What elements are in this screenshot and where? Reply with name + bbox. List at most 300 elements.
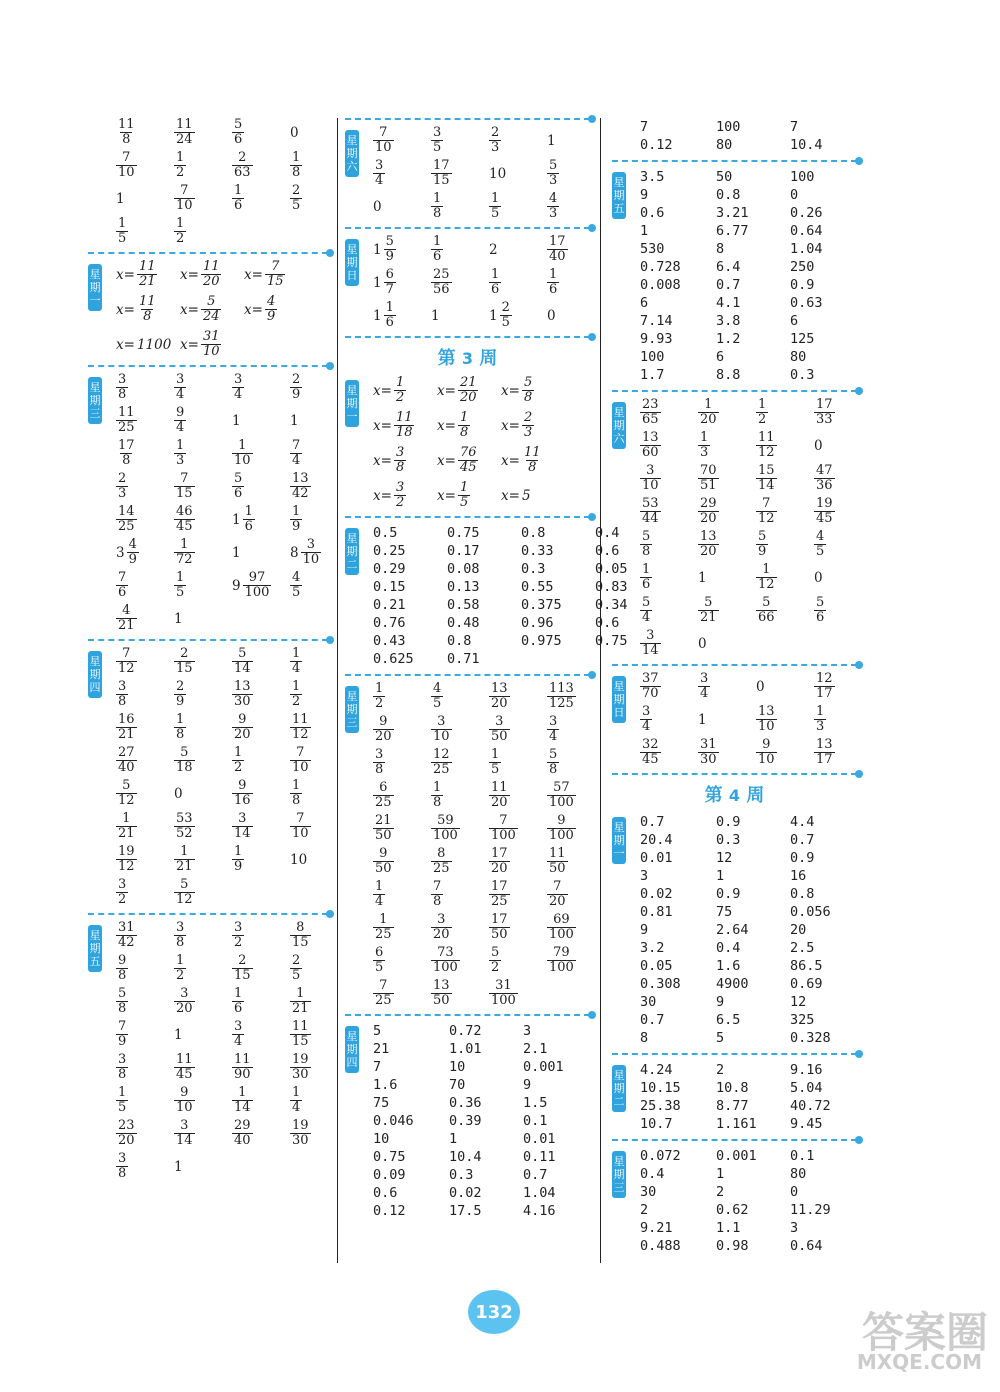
numerator: 3 xyxy=(375,747,384,762)
denominator: 6 xyxy=(118,585,127,600)
numerator: 9 xyxy=(118,953,127,968)
answer-value xyxy=(290,713,311,742)
section-divider xyxy=(612,773,857,775)
tab-char: 星 xyxy=(89,929,101,942)
numerator: 13 xyxy=(292,471,309,486)
fraction xyxy=(201,260,222,289)
answer-value xyxy=(232,746,244,775)
fraction xyxy=(265,295,277,324)
tab-char: 一 xyxy=(613,847,625,860)
answer-value xyxy=(137,260,158,289)
fraction xyxy=(756,563,777,592)
numerator: 4 xyxy=(266,294,276,309)
answer-cell xyxy=(174,680,232,709)
answer-value xyxy=(174,647,195,676)
numerator: 19 xyxy=(816,496,833,511)
week-prefix: 第 xyxy=(704,785,723,806)
numerator: 17 xyxy=(491,912,508,927)
denominator: 4 xyxy=(292,1100,301,1115)
fraction xyxy=(116,680,128,709)
numerator: 1 xyxy=(762,562,771,577)
answer-cell xyxy=(116,921,174,950)
fraction xyxy=(431,268,452,297)
answer-value: 1 xyxy=(431,307,440,324)
answer-value: 6.77 xyxy=(716,223,749,239)
fraction xyxy=(174,812,195,841)
answer-value: 0.02 xyxy=(640,886,673,902)
denominator: 4 xyxy=(642,719,651,734)
fraction xyxy=(458,481,470,510)
answer-value: 4900 xyxy=(716,976,749,992)
numerator: 13 xyxy=(700,529,717,544)
variable-label: x= xyxy=(501,452,520,469)
answer-cell xyxy=(814,398,872,427)
answer-cell xyxy=(756,596,814,625)
fraction xyxy=(756,497,777,526)
denominator: 20 xyxy=(375,729,392,744)
numerator: 13 xyxy=(433,978,450,993)
answer-value xyxy=(232,1119,253,1148)
answer-value xyxy=(547,715,559,744)
fraction xyxy=(116,406,137,435)
answer-value: 1.2 xyxy=(716,331,741,347)
denominator: 21 xyxy=(118,727,135,742)
numerator: 11 xyxy=(118,405,135,420)
denominator: 2 xyxy=(375,696,384,711)
fraction xyxy=(431,814,460,843)
fraction xyxy=(373,781,394,810)
answer-value: 1 xyxy=(174,610,183,627)
answer-value xyxy=(373,235,396,264)
fraction xyxy=(373,682,385,711)
denominator: 8 xyxy=(176,935,185,950)
answer-value: 3.21 xyxy=(716,205,749,221)
watermark-url: MXQE.COM xyxy=(856,1350,982,1374)
answer-cell xyxy=(373,946,431,975)
answer-value xyxy=(489,979,518,1008)
answer-value xyxy=(756,497,777,526)
numerator: 4 xyxy=(128,537,137,552)
numerator: 7 xyxy=(553,879,562,894)
answer-cell xyxy=(431,235,489,264)
answer-cell xyxy=(116,151,174,180)
tab-char: 日 xyxy=(346,269,358,282)
answer-value: 0.072 xyxy=(640,1148,681,1164)
answer-value: 0.21 xyxy=(373,597,406,613)
answer-value: 6 xyxy=(640,295,649,311)
numerator: 5 xyxy=(523,375,533,390)
answer-cell xyxy=(640,497,698,526)
answer-value: 2 xyxy=(640,1202,649,1218)
answer-value xyxy=(814,596,826,625)
mixed-whole: 8 xyxy=(290,544,299,561)
answer-value xyxy=(232,373,244,402)
fraction xyxy=(290,184,302,213)
answer-value: 0.8 xyxy=(790,886,815,902)
denominator: 100 xyxy=(491,993,516,1008)
answer-cell xyxy=(698,705,756,734)
answer-value: 70 xyxy=(449,1077,466,1093)
numerator: 7 xyxy=(122,646,131,661)
section-saturday xyxy=(345,126,590,221)
answer-cell xyxy=(373,235,431,264)
answer-cell xyxy=(489,880,547,909)
section-wednesday xyxy=(345,682,590,1008)
denominator: 14 xyxy=(176,1133,193,1148)
denominator: 50 xyxy=(491,729,508,744)
denominator: 3 xyxy=(549,206,558,221)
answer-value xyxy=(698,530,719,559)
fraction xyxy=(137,260,158,289)
denominator: 7 xyxy=(385,282,394,297)
answer-value: 0.1 xyxy=(523,1113,548,1129)
fraction xyxy=(394,411,415,440)
denominator: 10 xyxy=(758,719,775,734)
fraction xyxy=(174,373,186,402)
denominator: 24 xyxy=(202,309,220,324)
answer-value xyxy=(137,295,158,324)
numerator: 3 xyxy=(306,537,315,552)
fraction xyxy=(174,1053,195,1082)
answer-value: 0.488 xyxy=(640,1238,681,1254)
answer-value: 1.01 xyxy=(449,1041,482,1057)
fraction xyxy=(431,159,452,188)
fraction xyxy=(232,647,253,676)
answer-cell xyxy=(174,217,232,246)
section-wednesday xyxy=(88,373,328,633)
answer-cell xyxy=(116,779,174,808)
column-1 xyxy=(88,118,328,1181)
numerator: 1 xyxy=(375,879,384,894)
fraction xyxy=(522,411,534,440)
answer-cell xyxy=(489,235,547,264)
fraction xyxy=(265,260,286,289)
fraction xyxy=(814,672,835,701)
numerator: 9 xyxy=(762,737,771,752)
answer-cell xyxy=(116,472,174,501)
answer-value: 0.1 xyxy=(790,1148,815,1164)
answer-value xyxy=(431,159,452,188)
answer-value xyxy=(116,472,128,501)
empty-cell xyxy=(756,629,814,658)
fraction xyxy=(547,748,559,777)
answer-value xyxy=(547,235,568,264)
numerator: 5 xyxy=(816,595,825,610)
answer-value: 1.6 xyxy=(373,1077,398,1093)
section-divider xyxy=(88,913,328,915)
answer-value: 0.7 xyxy=(790,832,815,848)
denominator: 44 xyxy=(642,511,659,526)
answer-value xyxy=(698,596,719,625)
denominator: 4 xyxy=(375,173,384,188)
answer-cell xyxy=(547,946,605,975)
tab-char: 期 xyxy=(613,834,625,847)
numerator: 2 xyxy=(523,410,533,425)
answer-value xyxy=(116,1020,128,1049)
answer-value xyxy=(394,481,406,510)
answer-value xyxy=(232,505,255,534)
day-tab xyxy=(612,676,626,723)
answer-value: 6 xyxy=(716,349,725,365)
answer-value: 16 xyxy=(790,868,807,884)
week-suffix: 周 xyxy=(746,785,765,806)
answer-value: 9 xyxy=(523,1077,532,1093)
section-divider xyxy=(612,1139,857,1141)
answer-cell xyxy=(290,921,348,950)
answer-grid xyxy=(640,672,857,767)
answer-value xyxy=(116,647,137,676)
day-tab xyxy=(345,1026,359,1073)
denominator: 9 xyxy=(758,544,767,559)
answer-value xyxy=(232,921,244,950)
answer-value xyxy=(290,921,311,950)
denominator: 20 xyxy=(202,274,220,289)
denominator: 21 xyxy=(118,618,135,633)
answer-value: 80 xyxy=(790,1166,807,1182)
answer-value xyxy=(116,439,137,468)
answer-value xyxy=(373,159,385,188)
denominator: 100 xyxy=(433,828,458,843)
fraction xyxy=(127,538,139,567)
answer-value xyxy=(265,260,286,289)
answer-value xyxy=(489,192,501,221)
numerator: 23 xyxy=(118,1118,135,1133)
equation-cell xyxy=(180,330,244,359)
denominator: 5 xyxy=(292,585,301,600)
answer-cell xyxy=(640,629,698,658)
fraction xyxy=(232,713,253,742)
numerator: 17 xyxy=(118,438,135,453)
mixed-whole: 3 xyxy=(116,544,125,561)
answer-value: 0.72 xyxy=(449,1023,482,1039)
numerator: 1 xyxy=(244,504,253,519)
answer-cell xyxy=(698,629,756,658)
answer-cell xyxy=(431,715,489,744)
fraction xyxy=(290,505,302,534)
answer-cell xyxy=(232,1086,290,1115)
fraction xyxy=(290,954,302,983)
empty-cell xyxy=(244,330,308,359)
numerator: 1 xyxy=(118,1085,127,1100)
empty-cell xyxy=(547,979,605,1008)
answer-value: 0.7 xyxy=(640,814,665,830)
answer-cell xyxy=(116,604,174,633)
answer-value xyxy=(814,464,835,493)
fraction xyxy=(232,1020,244,1049)
answer-value: 8 xyxy=(640,1030,649,1046)
answer-cell xyxy=(756,431,814,460)
fraction xyxy=(174,472,195,501)
denominator: 10 xyxy=(292,760,309,775)
denominator: 100 xyxy=(549,828,574,843)
numerator: 7 xyxy=(180,471,189,486)
answer-cell xyxy=(547,715,605,744)
answer-value xyxy=(394,411,415,440)
answer-value: 530 xyxy=(640,241,665,257)
fraction xyxy=(174,406,186,435)
denominator: 100 xyxy=(549,927,574,942)
denominator: 8 xyxy=(118,1001,127,1016)
answer-cell xyxy=(698,596,756,625)
answer-cell xyxy=(756,398,814,427)
answer-value xyxy=(814,497,835,526)
denominator: 21 xyxy=(118,826,135,841)
fraction xyxy=(116,713,137,742)
fraction xyxy=(547,235,568,264)
answer-cell xyxy=(232,505,290,534)
fraction xyxy=(547,715,559,744)
answer-cell xyxy=(814,497,872,526)
empty-cell xyxy=(290,1152,348,1181)
numerator: 31 xyxy=(700,737,717,752)
answer-value xyxy=(174,184,195,213)
answer-value xyxy=(756,738,777,767)
answer-value: 0.4 xyxy=(716,940,741,956)
section-divider xyxy=(88,639,328,641)
answer-value: 0 xyxy=(547,307,556,324)
answer-cell xyxy=(489,748,547,777)
denominator: 30 xyxy=(234,694,251,709)
numerator: 9 xyxy=(238,712,247,727)
section-friday xyxy=(612,168,857,384)
answer-cell xyxy=(640,705,698,734)
denominator: 72 xyxy=(176,552,193,567)
answer-value xyxy=(489,301,512,330)
fraction xyxy=(384,268,396,297)
answer-value: 0 xyxy=(174,785,183,802)
fraction xyxy=(547,913,576,942)
empty-cell xyxy=(521,650,595,668)
answer-value xyxy=(431,715,452,744)
answer-value xyxy=(431,268,452,297)
denominator: 50 xyxy=(375,861,392,876)
answer-value xyxy=(232,571,271,600)
answer-value: 0 xyxy=(373,198,382,215)
denominator: 8 xyxy=(549,762,558,777)
equation-cell xyxy=(116,330,180,359)
answer-cell xyxy=(547,682,605,711)
answer-value xyxy=(640,705,652,734)
numerator: 1 xyxy=(379,912,388,927)
numerator: 6 xyxy=(379,780,388,795)
answer-value: 0.12 xyxy=(373,1203,406,1219)
numerator: 3 xyxy=(646,628,655,643)
decimal-grid xyxy=(640,168,857,384)
denominator: 15 xyxy=(433,173,450,188)
tab-char: 期 xyxy=(346,397,358,410)
answer-value: 2 xyxy=(489,241,498,258)
answer-value: 100 xyxy=(640,349,665,365)
answer-cell xyxy=(232,184,290,213)
numerator: 5 xyxy=(180,877,189,892)
numerator: 21 xyxy=(375,813,392,828)
answer-value xyxy=(698,672,710,701)
answer-cell xyxy=(373,913,431,942)
tab-char: 六 xyxy=(346,160,358,173)
answer-value: 11.29 xyxy=(790,1202,831,1218)
answer-cell xyxy=(174,538,232,567)
fraction xyxy=(174,987,195,1016)
answer-cell xyxy=(547,880,605,909)
fraction xyxy=(489,192,501,221)
answer-value: 0.05 xyxy=(595,561,628,577)
answer-value: 10.4 xyxy=(449,1149,482,1165)
answer-value: 1 xyxy=(232,544,241,561)
equation-cell xyxy=(373,376,437,405)
answer-value: 80 xyxy=(790,349,807,365)
answer-value: 0.7 xyxy=(523,1167,548,1183)
answer-cell xyxy=(116,1119,174,1148)
answer-cell xyxy=(116,184,174,213)
variable-label: x= xyxy=(116,266,135,283)
numerator: 1 xyxy=(292,504,301,519)
fraction xyxy=(756,596,777,625)
answer-cell xyxy=(232,987,290,1016)
answer-value xyxy=(814,398,835,427)
equation-cell xyxy=(437,481,501,510)
answer-cell xyxy=(232,845,290,874)
answer-value xyxy=(174,680,186,709)
fraction xyxy=(232,1086,253,1115)
answer-value xyxy=(394,446,406,475)
variable-label: x= xyxy=(501,382,520,399)
numerator: 3 xyxy=(549,714,558,729)
answer-cell xyxy=(232,1020,290,1049)
fraction xyxy=(394,446,406,475)
numerator: 7 xyxy=(271,259,280,274)
fraction xyxy=(174,1086,195,1115)
answer-cell xyxy=(547,913,605,942)
fraction xyxy=(814,464,835,493)
fraction xyxy=(640,596,652,625)
answer-cell xyxy=(373,268,431,297)
numerator: 11 xyxy=(523,445,541,460)
numerator: 3 xyxy=(495,714,504,729)
answer-cell xyxy=(290,373,348,402)
fraction xyxy=(232,184,244,213)
denominator: 2 xyxy=(176,165,185,180)
answer-cell xyxy=(116,680,174,709)
answer-cell xyxy=(640,530,698,559)
answer-value: 86.5 xyxy=(790,958,823,974)
fraction xyxy=(243,571,272,600)
answer-grid xyxy=(116,118,328,246)
fraction xyxy=(756,530,768,559)
answer-value xyxy=(373,946,385,975)
fraction xyxy=(431,682,443,711)
fraction xyxy=(116,118,137,147)
answer-grid xyxy=(116,373,328,633)
answer-cell xyxy=(756,738,814,767)
denominator: 21 xyxy=(176,859,193,874)
answer-value: 1 xyxy=(174,1026,183,1043)
fraction xyxy=(174,713,186,742)
denominator: 30 xyxy=(292,1067,309,1082)
fraction xyxy=(290,680,302,709)
answer-value: 20.4 xyxy=(640,832,673,848)
answer-value: 0.98 xyxy=(716,1238,749,1254)
top-block xyxy=(88,118,328,246)
answer-value xyxy=(201,330,222,359)
numerator: 7 xyxy=(499,813,508,828)
fraction xyxy=(174,151,186,180)
fraction xyxy=(698,530,719,559)
answer-value: 1.6 xyxy=(716,958,741,974)
answer-value xyxy=(489,781,510,810)
answer-cell xyxy=(174,406,232,435)
answer-cell xyxy=(431,880,489,909)
fraction xyxy=(116,812,137,841)
